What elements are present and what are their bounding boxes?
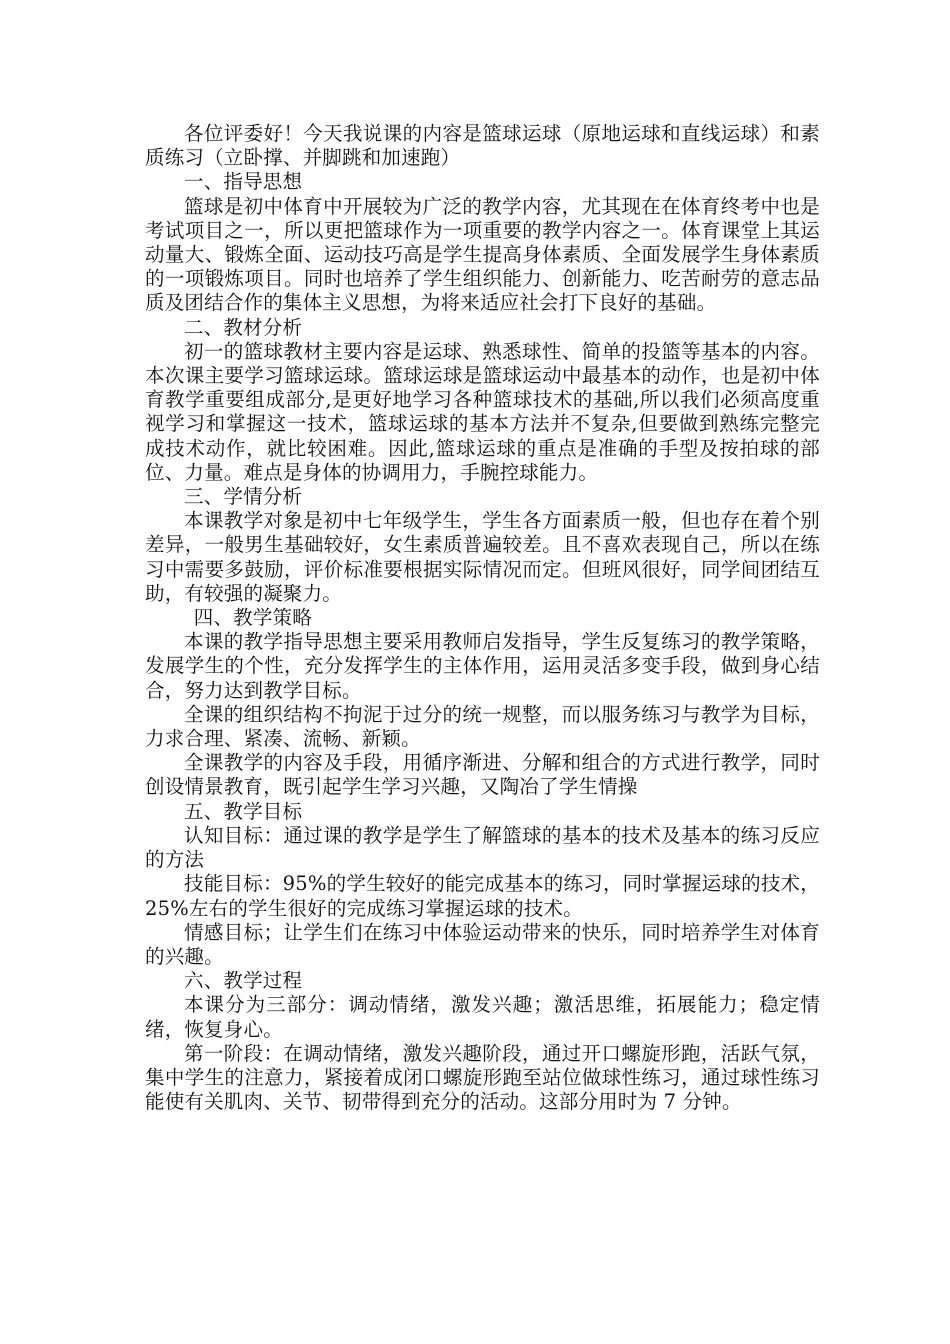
- student-analysis-paragraph: 本课教学对象是初中七年级学生，学生各方面素质一般，但也存在着个别差异，一般男生基础较好，女生素质普遍较差。且不喜欢表现自己，所以在练习中需要多鼓励，评价标准要根据实际情况而定。但班风很好，同学间团结互助，有较强的凝聚力。: [145, 509, 820, 605]
- teaching-strategy-paragraph-3: 全课教学的内容及手段，用循序渐进、分解和组合的方式进行教学，同时创设情景教育，既引起学生学习兴趣，又陶冶了学生情操: [145, 751, 820, 799]
- section-heading-teaching-goals: 五、教学目标: [184, 799, 303, 823]
- material-analysis-paragraph: 初一的篮球教材主要内容是运球、熟悉球性、简单的投篮等基本的内容。本次课主要学习篮球运球。篮球运球是篮球运动中最基本的动作，也是初中体育教学重要组成部分,是更好地学习各种篮球技术的基础,所以我们必须高度重视学习和掌握这一技术，篮球运球的基本方法并不复杂,但要做到熟练完整完成技术动作，就比较困难。因此,篮球运球的重点是准确的手型及按拍球的部位、力量。难点是身体的协调用力，手腕控球能力。: [145, 339, 820, 484]
- section-heading-teaching-process: 六、教学过程: [184, 969, 303, 993]
- section-heading-material-analysis: 二、教材分析: [184, 315, 303, 339]
- document-body: [145, 122, 820, 1114]
- teaching-strategy-paragraph-1: 本课的教学指导思想主要采用教师启发指导，学生反复练习的教学策略，发展学生的个性，充分发挥学生的主体作用，运用灵活多变手段，做到身心结合，努力达到教学目标。: [145, 630, 820, 702]
- section-heading-teaching-strategy: 四、教学策略: [193, 606, 312, 630]
- teaching-process-paragraph-2: 第一阶段：在调动情绪，激发兴趣阶段，通过开口螺旋形跑，活跃气氛，集中学生的注意力，紧接着成闭口螺旋形跑至站位做球性练习，通过球性练习能使有关肌肉、关节、韧带得到充分的活动。这部分用时为 7 分钟。: [145, 1041, 820, 1114]
- skill-goal-paragraph: 技能目标：95%的学生较好的能完成基本的练习，同时掌握运球的技术，25%左右的学生很好的完成练习掌握运球的技术。: [145, 872, 820, 920]
- section-heading-student-analysis: 三、学情分析: [184, 485, 303, 509]
- emotional-goal-paragraph: 情感目标；让学生们在练习中体验运动带来的快乐，同时培养学生对体育的兴趣。: [145, 920, 820, 968]
- guiding-ideology-paragraph: 篮球是初中体育中开展较为广泛的教学内容，尤其现在在体育终考中也是考试项目之一，所以更把篮球作为一项重要的教学内容之一。体育课堂上其运动量大、锻炼全面、运动技巧高是学生提高身体素质、全面发展学生身体素质的一项锻炼项目。同时也培养了学生组织能力、创新能力、吃苦耐劳的意志品质及团结合作的集体主义思想，为将来适应社会打下良好的基础。: [145, 194, 820, 315]
- teaching-process-paragraph-1: 本课分为三部分：调动情绪，激发兴趣；激活思维，拓展能力；稳定情绪，恢复身心。: [145, 993, 820, 1041]
- cognitive-goal-paragraph: 认知目标：通过课的教学是学生了解篮球的基本的技术及基本的练习反应的方法: [145, 823, 820, 872]
- teaching-strategy-paragraph-2: 全课的组织结构不拘泥于过分的统一规整，而以服务练习与教学为目标，力求合理、紧凑、流畅、新颖。: [145, 702, 820, 751]
- section-heading-guiding-ideology: 一、指导思想: [184, 170, 303, 194]
- intro-paragraph: 各位评委好！今天我说课的内容是篮球运球（原地运球和直线运球）和素质练习（立卧撑、并脚跳和加速跑）: [145, 122, 820, 170]
